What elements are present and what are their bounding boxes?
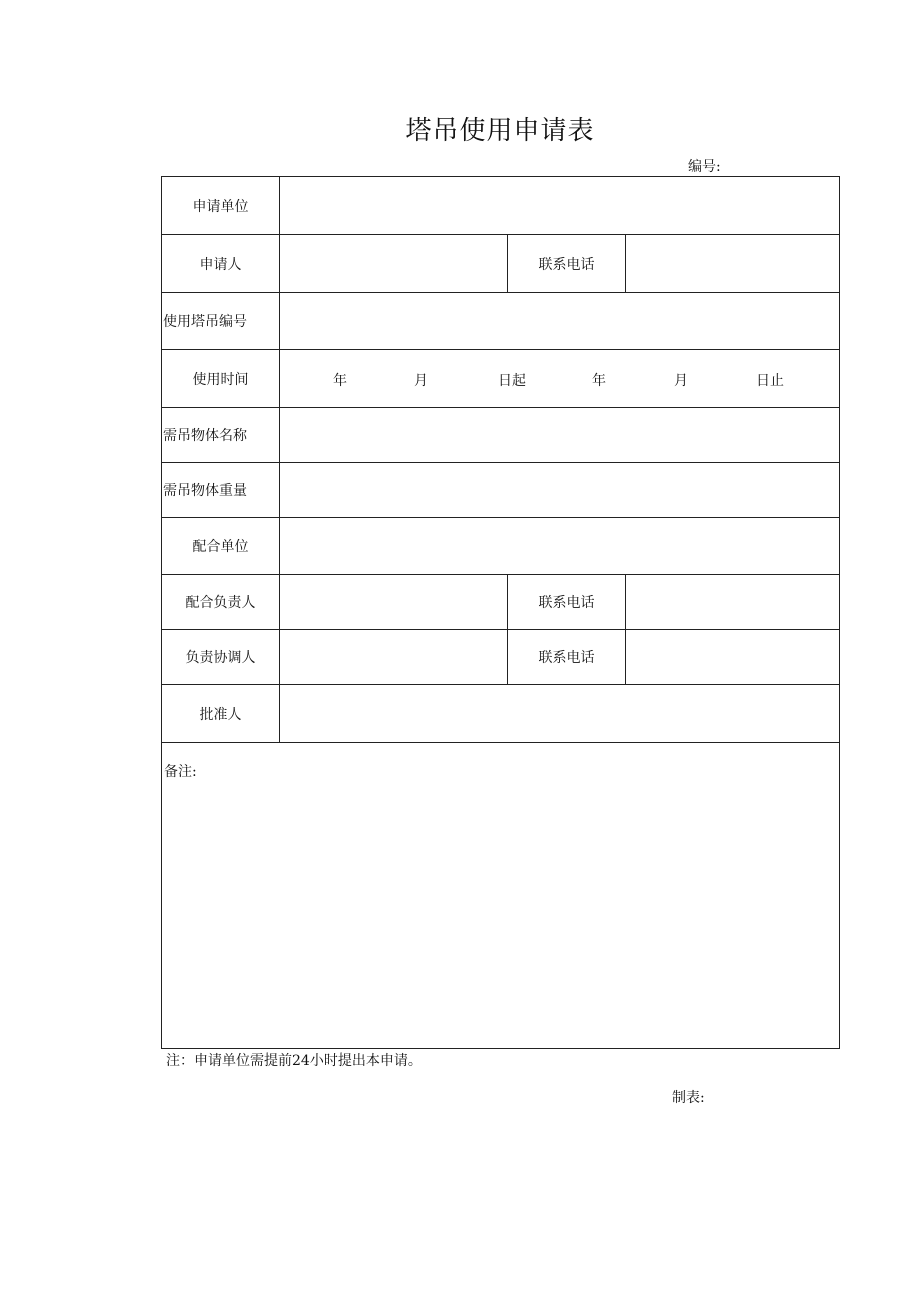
row-tower-crane-no [162, 293, 840, 350]
contact-phone-field-3[interactable] [626, 630, 840, 685]
end-day-label: 日止 [756, 372, 784, 389]
approver-field[interactable] [280, 685, 840, 743]
end-month-label: 月 [674, 372, 688, 389]
tower-crane-no-field[interactable] [280, 293, 840, 350]
remarks-field[interactable] [162, 743, 840, 1049]
row-remarks [162, 743, 840, 1049]
applicant-unit-field[interactable] [280, 177, 840, 235]
serial-number-label: 编号: [688, 159, 721, 175]
usage-time-label: 使用时间 [162, 350, 280, 408]
row-object-name [162, 408, 840, 463]
row-applicant-unit [162, 177, 840, 235]
row-cooperating-unit [162, 518, 840, 575]
contact-phone-label-2: 联系电话 [508, 575, 626, 630]
object-weight-field[interactable] [280, 463, 840, 518]
remarks-label: 备注: [164, 764, 197, 780]
row-usage-time [162, 350, 840, 408]
applicant-label: 申请人 [162, 235, 280, 293]
cooperating-unit-label: 配合单位 [162, 518, 280, 575]
application-form-table [161, 176, 840, 1049]
applicant-unit-label: 申请单位 [162, 177, 280, 235]
row-approver [162, 685, 840, 743]
row-object-weight [162, 463, 840, 518]
start-year-label: 年 [333, 372, 347, 389]
object-name-field[interactable] [280, 408, 840, 463]
coordinator-field[interactable] [280, 630, 508, 685]
footnote: 注：申请单位需提前24小时提出本申请。 [166, 1053, 422, 1069]
row-cooperating-manager [162, 575, 840, 630]
coordinator-label: 负责协调人 [162, 630, 280, 685]
form-title: 塔吊使用申请表 [405, 116, 595, 146]
object-weight-label: 需吊物体重量 [162, 463, 280, 518]
cooperating-unit-field[interactable] [280, 518, 840, 575]
approver-label: 批准人 [162, 685, 280, 743]
prepared-by-label: 制表: [672, 1090, 705, 1106]
applicant-field[interactable] [280, 235, 508, 293]
cooperating-manager-field[interactable] [280, 575, 508, 630]
usage-time-field[interactable] [280, 350, 840, 408]
contact-phone-label-3: 联系电话 [508, 630, 626, 685]
contact-phone-field-1[interactable] [626, 235, 840, 293]
tower-crane-no-label: 使用塔吊编号 [162, 293, 280, 350]
start-month-label: 月 [414, 372, 428, 389]
end-year-label: 年 [592, 372, 606, 389]
contact-phone-label-1: 联系电话 [508, 235, 626, 293]
object-name-label: 需吊物体名称 [162, 408, 280, 463]
row-coordinator [162, 630, 840, 685]
cooperating-manager-label: 配合负责人 [162, 575, 280, 630]
row-applicant [162, 235, 840, 293]
contact-phone-field-2[interactable] [626, 575, 840, 630]
start-day-label: 日起 [498, 372, 526, 389]
